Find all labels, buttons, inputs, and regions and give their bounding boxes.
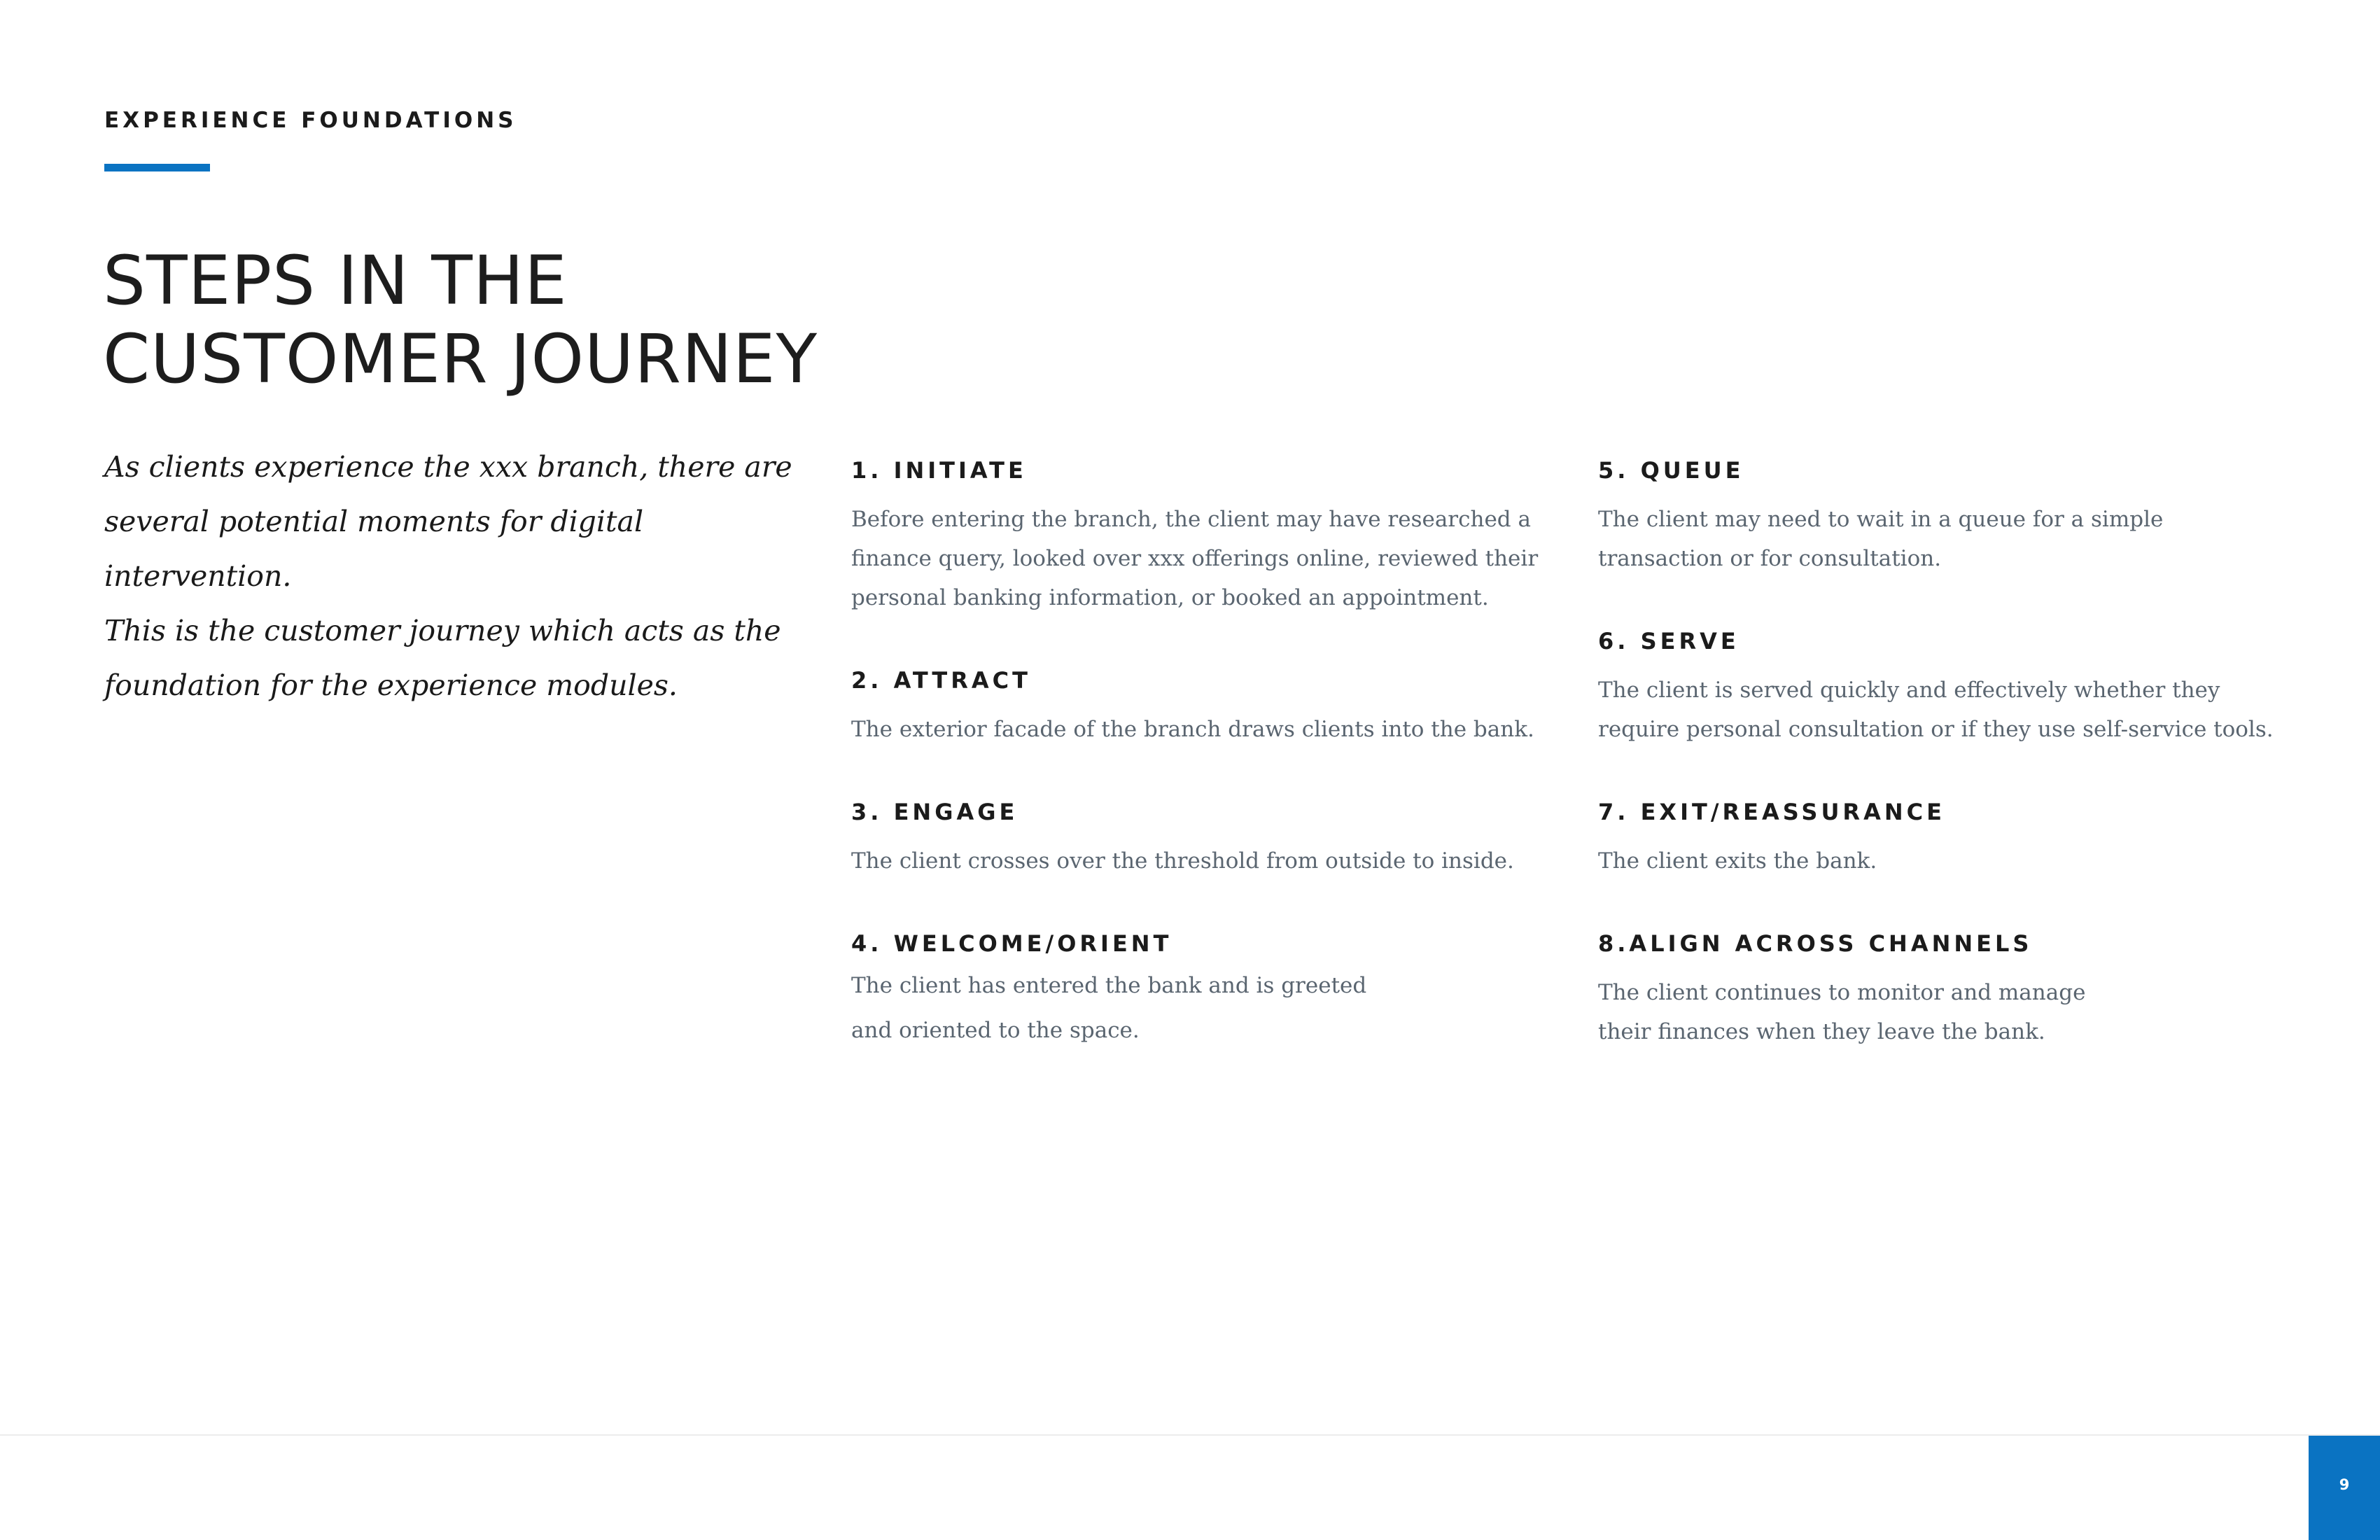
step-serve — [1598, 624, 2326, 749]
intro-line: several potential moments for digital intervention. — [104, 505, 644, 593]
step-description — [1598, 973, 2326, 1051]
step-description-line: The client has entered the bank and is greeted — [851, 973, 1367, 998]
section-eyebrow: EXPERIENCE FOUNDATIONS — [104, 108, 517, 133]
step-description — [851, 841, 1523, 881]
step-title: 7. EXIT/REASSURANCE — [1598, 799, 1945, 825]
step-attract — [851, 664, 1534, 749]
step-engage — [851, 795, 1523, 881]
step-description-line: The client crosses over the threshold from outside to inside. — [851, 848, 1514, 874]
intro-line: foundation for the experience modules. — [104, 668, 678, 702]
step-description — [1598, 841, 2326, 881]
intro-line: As clients experience the xxx branch, there are — [104, 450, 792, 484]
page-number: 9 — [2339, 1476, 2350, 1493]
step-title: 6. SERVE — [1598, 628, 1740, 654]
page-title-line-1: STEPS IN THE — [103, 241, 568, 320]
step-description — [1598, 671, 2326, 749]
accent-rule — [104, 164, 210, 172]
page-title — [103, 241, 818, 398]
step-description-line: The client is served quickly and effectively whether they — [1598, 678, 2220, 703]
step-description-line: transaction or for consultation. — [1598, 546, 1942, 571]
step-title: 1. INITIATE — [851, 457, 1027, 484]
step-description — [1598, 500, 2326, 578]
step-title: 8.ALIGN ACROSS CHANNELS — [1598, 930, 2033, 957]
step-title: 2. ATTRACT — [851, 667, 1031, 694]
step-description-line: require personal consultation or if they use self-service tools. — [1598, 717, 2274, 742]
step-title: 4. WELCOME/ORIENT — [851, 930, 1172, 957]
steps-column-left — [851, 454, 1539, 1099]
step-description-line: The client may need to wait in a queue for a simple — [1598, 507, 2164, 532]
step-description-line: The client continues to monitor and manage — [1598, 980, 2086, 1005]
intro-paragraph — [104, 440, 797, 713]
step-description-line: and oriented to the space. — [851, 1018, 1140, 1043]
step-description — [851, 500, 1539, 617]
step-queue — [1598, 454, 2326, 578]
step-title: 3. ENGAGE — [851, 799, 1018, 825]
step-description-line: finance query, looked over xxx offerings online, reviewed their — [851, 546, 1539, 571]
step-welcome-orient — [851, 927, 1523, 1053]
steps-column-right — [1598, 454, 2326, 1098]
footer-divider — [0, 1434, 2380, 1436]
page-number-badge — [2309, 1436, 2380, 1540]
step-exit-reassurance — [1598, 795, 2326, 881]
step-title: 5. QUEUE — [1598, 457, 1744, 484]
step-description — [851, 710, 1534, 749]
step-description-line: personal banking information, or booked an appointment. — [851, 585, 1489, 610]
step-description-line: The client exits the bank. — [1598, 848, 1877, 874]
step-description — [851, 963, 1523, 1053]
step-description-line: The exterior facade of the branch draws clients into the bank. — [851, 717, 1534, 742]
step-align-across-channels — [1598, 927, 2326, 1051]
step-initiate — [851, 454, 1539, 617]
page-title-line-2: CUSTOMER JOURNEY — [103, 320, 818, 398]
step-description-line: their finances when they leave the bank. — [1598, 1019, 2045, 1044]
intro-line: This is the customer journey which acts as the — [104, 614, 781, 648]
step-description-line: Before entering the branch, the client may have researched a — [851, 507, 1531, 532]
